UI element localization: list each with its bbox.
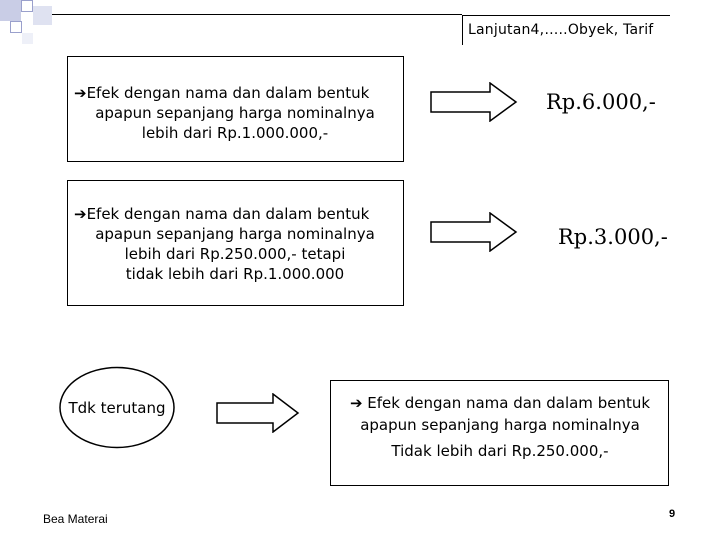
condition-line: apapun sepanjang harga nominalnya: [95, 104, 375, 122]
decor-square: [22, 33, 33, 44]
footer-label: Bea Materai: [43, 512, 108, 526]
tdk-terutang-label: Tdk terutang: [68, 399, 166, 417]
page-title: Lanjutan4,…..Obyek, Tarif: [468, 22, 654, 38]
condition-line: Tidak lebih dari Rp.250.000,-: [391, 442, 609, 460]
condition-text-2: [70, 204, 400, 284]
condition-line: apapun sepanjang harga nominalnya: [360, 416, 640, 434]
condition-line: apapun sepanjang harga nominalnya: [95, 225, 375, 243]
right-arrow-icon: [430, 212, 518, 252]
decor-square: [33, 6, 52, 25]
condition-line: lebih dari Rp.1.000.000,-: [141, 124, 329, 142]
condition-line: ➔ Efek dengan nama dan dalam bentuk: [349, 394, 651, 412]
header-rule: [52, 14, 462, 15]
condition-line: ➔Efek dengan nama dan dalam bentuk: [74, 205, 370, 223]
decor-square: [10, 21, 22, 33]
condition-line: tidak lebih dari Rp.1.000.000: [125, 265, 345, 283]
tarif-value-2: Rp.3.000,-: [558, 225, 668, 249]
decor-square: [21, 0, 33, 12]
condition-text-3: [334, 392, 666, 462]
right-arrow-icon: [430, 82, 518, 122]
condition-line: ➔Efek dengan nama dan dalam bentuk: [74, 84, 370, 102]
page-number: 9: [669, 508, 676, 520]
condition-text-1: [70, 83, 400, 143]
right-arrow-icon: [216, 393, 300, 433]
tarif-value-1: Rp.6.000,-: [546, 90, 656, 114]
condition-line: lebih dari Rp.250.000,- tetapi: [124, 245, 346, 263]
decor-square: [0, 0, 21, 21]
